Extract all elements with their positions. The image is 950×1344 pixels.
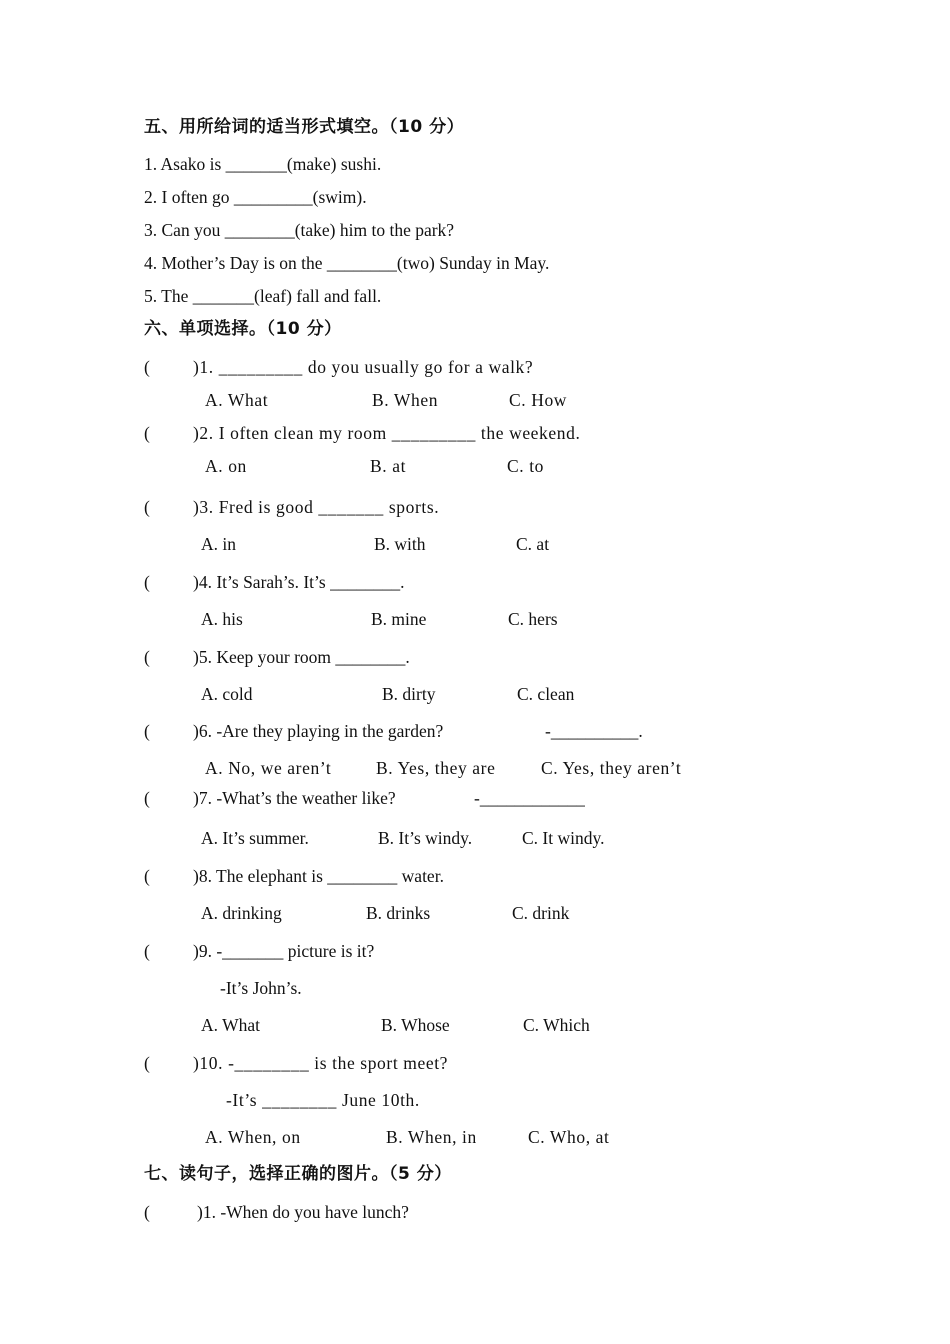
question-5-option-c: C. clean [517, 684, 575, 704]
question-8-option-c: C. drink [512, 903, 570, 923]
section-5-title: 五、用所给词的适当形式填空。（10 分） [144, 117, 465, 137]
question-6-answer-blank: -__________. [545, 721, 643, 741]
question-3-stem: )3. Fred is good _______ sports. [193, 497, 440, 517]
answer-paren: ( [144, 866, 150, 886]
section-6-title: 六、单项选择。（10 分） [144, 319, 342, 339]
question-9-option-a: A. What [201, 1015, 260, 1035]
fill-item-3: 3. Can you ________(take) him to the park? [144, 220, 455, 240]
question-8-option-b: B. drinks [366, 903, 431, 923]
answer-paren: ( [144, 788, 150, 808]
question-7-answer-blank: -____________ [474, 788, 585, 808]
answer-paren: ( [144, 572, 150, 592]
question-3-option-a: A. in [201, 534, 236, 554]
question-6-option-a: A. No, we aren’t [205, 758, 332, 778]
question-10-reply: -It’s ________ June 10th. [226, 1090, 420, 1110]
question-5-option-b: B. dirty [382, 684, 436, 704]
question-3-option-c: C. at [516, 534, 550, 554]
answer-paren: ( [144, 1202, 150, 1222]
question-1-option-c: C. How [509, 390, 568, 410]
question-8-stem: )8. The elephant is ________ water. [193, 866, 444, 886]
picture-question-1-stem: )1. -When do you have lunch? [197, 1202, 409, 1222]
question-9-reply: -It’s John’s. [220, 978, 302, 998]
question-9-option-b: B. Whose [381, 1015, 450, 1035]
question-5-stem: )5. Keep your room ________. [193, 647, 410, 667]
question-7-stem: )7. -What’s the weather like? [193, 788, 396, 808]
question-9-stem: )9. -_______ picture is it? [193, 941, 375, 961]
answer-paren: ( [144, 497, 150, 517]
question-10-option-c: C. Who, at [528, 1127, 610, 1147]
question-6-stem: )6. -Are they playing in the garden? [193, 721, 444, 741]
question-4-option-a: A. his [201, 609, 243, 629]
answer-paren: ( [144, 1053, 150, 1073]
fill-item-2: 2. I often go _________(swim). [144, 187, 367, 207]
question-2-option-c: C. to [507, 456, 545, 476]
fill-item-5: 5. The _______(leaf) fall and fall. [144, 286, 382, 306]
question-9-option-c: C. Which [523, 1015, 590, 1035]
question-6-option-b: B. Yes, they are [376, 758, 496, 778]
question-2-option-b: B. at [370, 456, 407, 476]
question-10-stem: )10. -________ is the sport meet? [193, 1053, 449, 1073]
question-1-stem: )1. _________ do you usually go for a walk? [193, 357, 534, 377]
question-10-option-a: A. When, on [205, 1127, 301, 1147]
question-7-option-a: A. It’s summer. [201, 828, 309, 848]
question-1-option-a: A. What [205, 390, 269, 410]
question-6-option-c: C. Yes, they aren’t [541, 758, 682, 778]
question-10-option-b: B. When, in [386, 1127, 477, 1147]
fill-item-4: 4. Mother’s Day is on the ________(two) Sunday in May. [144, 253, 550, 273]
question-4-option-b: B. mine [371, 609, 427, 629]
answer-paren: ( [144, 423, 150, 443]
answer-paren: ( [144, 357, 150, 377]
section-7-title: 七、读句子，选择正确的图片。（5 分） [144, 1164, 452, 1184]
question-4-stem: )4. It’s Sarah’s. It’s ________. [193, 572, 405, 592]
question-4-option-c: C. hers [508, 609, 558, 629]
question-8-option-a: A. drinking [201, 903, 282, 923]
answer-paren: ( [144, 941, 150, 961]
question-7-option-c: C. It windy. [522, 828, 605, 848]
answer-paren: ( [144, 721, 150, 741]
question-5-option-a: A. cold [201, 684, 253, 704]
question-1-option-b: B. When [372, 390, 439, 410]
question-7-option-b: B. It’s windy. [378, 828, 473, 848]
fill-item-1: 1. Asako is _______(make) sushi. [144, 154, 382, 174]
question-2-option-a: A. on [205, 456, 247, 476]
question-2-stem: )2. I often clean my room _________ the weekend. [193, 423, 581, 443]
question-3-option-b: B. with [374, 534, 426, 554]
answer-paren: ( [144, 647, 150, 667]
